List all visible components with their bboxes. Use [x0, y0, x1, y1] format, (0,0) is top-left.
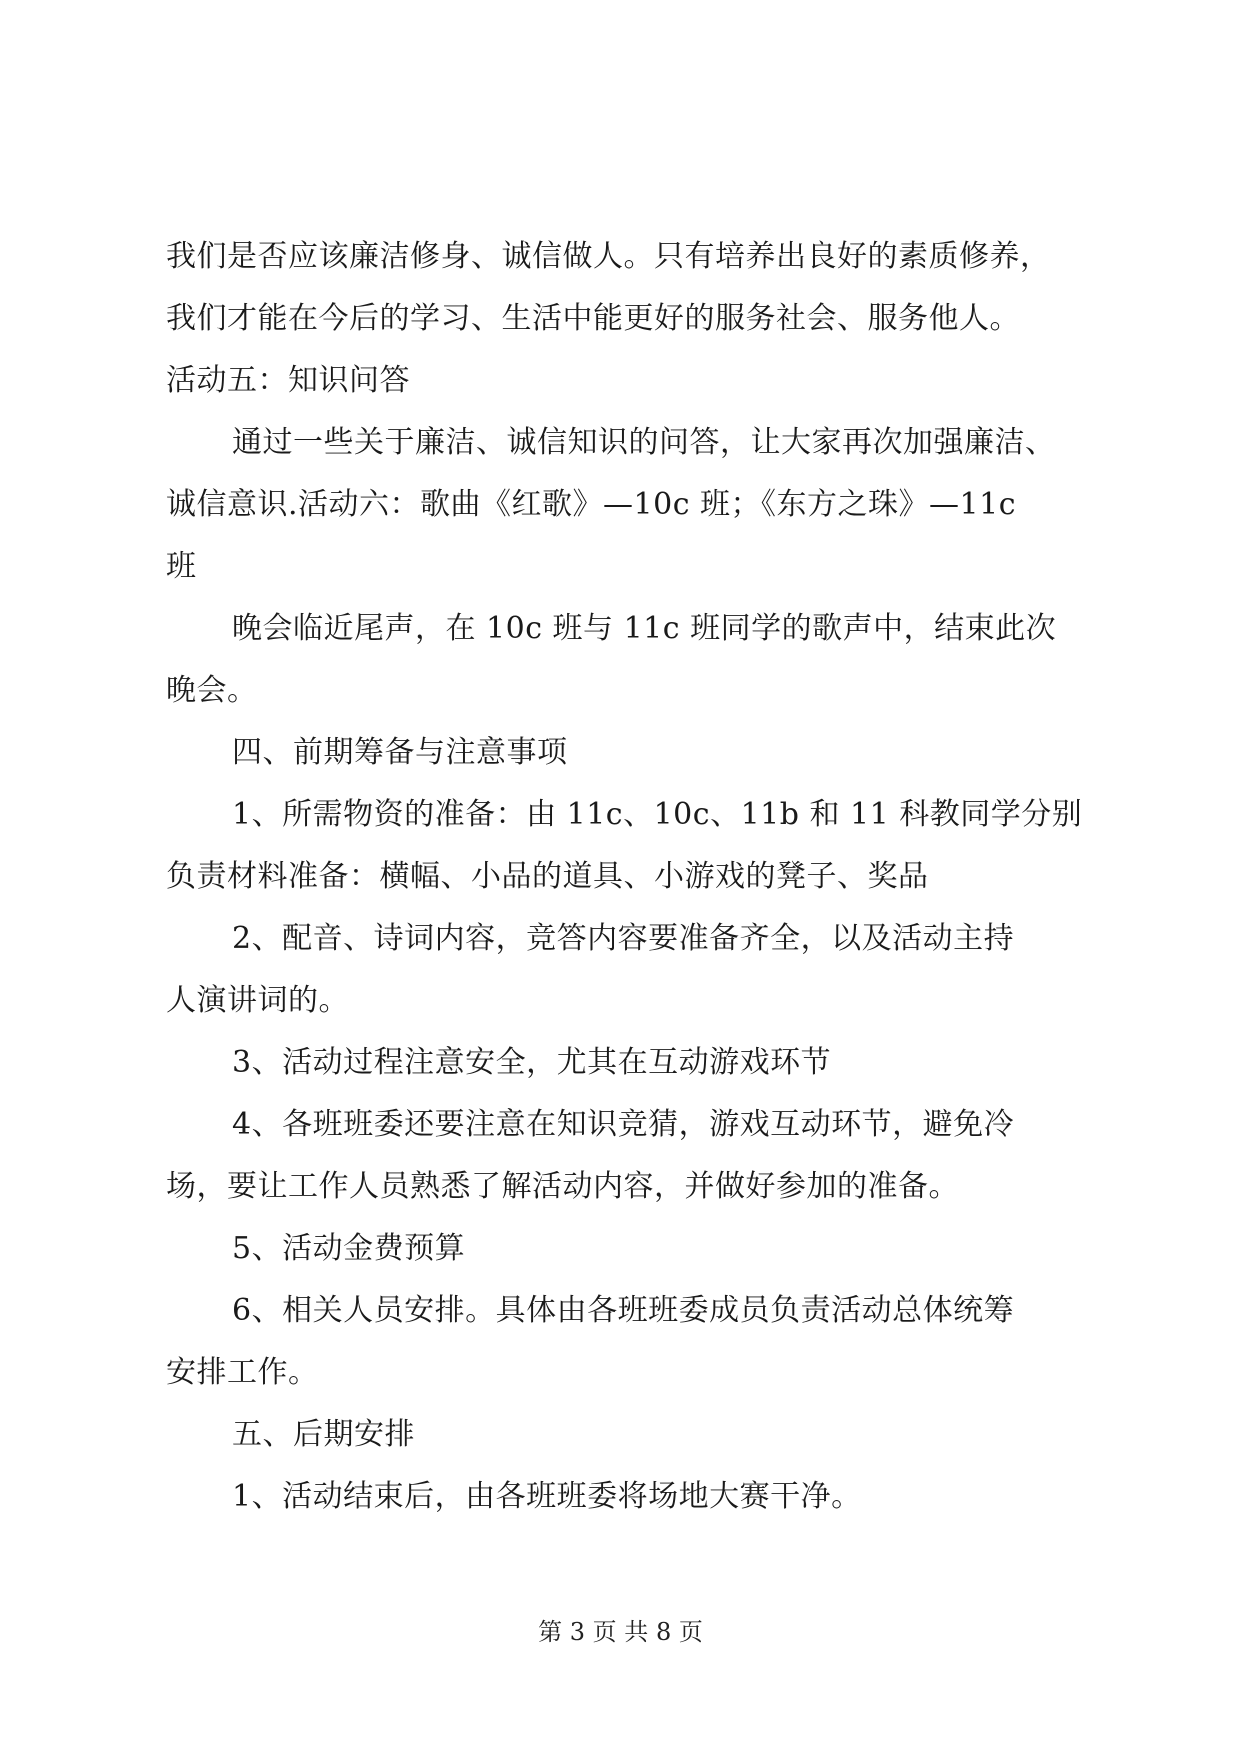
- text-line: 四、前期筹备与注意事项: [232, 735, 568, 770]
- text-line: 1、所需物资的准备：由 11c、10c、11b 和 11 科教同学分别: [232, 797, 1083, 832]
- text-line: 场，要让工作人员熟悉了解活动内容，并做好参加的准备。: [166, 1169, 959, 1204]
- text-line: 2、配音、诗词内容，竞答内容要准备齐全，以及活动主持: [232, 921, 1015, 956]
- text-line: 人演讲词的。: [166, 983, 349, 1018]
- text-line: 诚信意识.活动六：歌曲《红歌》—10c 班；《东方之珠》—11c: [166, 487, 1017, 522]
- text-line: 我们是否应该廉洁修身、诚信做人。只有培养出良好的素质修养，: [166, 239, 1051, 274]
- text-line: 五、后期安排: [232, 1417, 415, 1452]
- text-line: 4、各班班委还要注意在知识竞猜，游戏互动环节，避免冷: [232, 1107, 1015, 1142]
- text-line: 晚会临近尾声，在 10c 班与 11c 班同学的歌声中，结束此次: [232, 611, 1057, 646]
- text-line: 6、相关人员安排。具体由各班班委成员负责活动总体统筹: [232, 1293, 1015, 1328]
- text-line: 1、活动结束后，由各班班委将场地大赛干净。: [232, 1479, 862, 1514]
- text-line: 安排工作。: [166, 1355, 319, 1390]
- text-line: 班: [166, 549, 197, 584]
- text-line: 5、活动金费预算: [232, 1231, 466, 1266]
- text-line: 通过一些关于廉洁、诚信知识的问答，让大家再次加强廉洁、: [232, 425, 1056, 460]
- text-line: 我们才能在今后的学习、生活中能更好的服务社会、服务他人。: [166, 301, 1020, 336]
- text-line: 3、活动过程注意安全，尤其在互动游戏环节: [232, 1045, 832, 1080]
- document-body: [166, 226, 1086, 1528]
- text-line: 活动五：知识问答: [166, 363, 410, 398]
- text-line: 晚会。: [166, 673, 258, 708]
- text-line: 负责材料准备：横幅、小品的道具、小游戏的凳子、奖品: [166, 859, 929, 894]
- page-footer: 第 3 页 共 8 页: [538, 1618, 703, 1646]
